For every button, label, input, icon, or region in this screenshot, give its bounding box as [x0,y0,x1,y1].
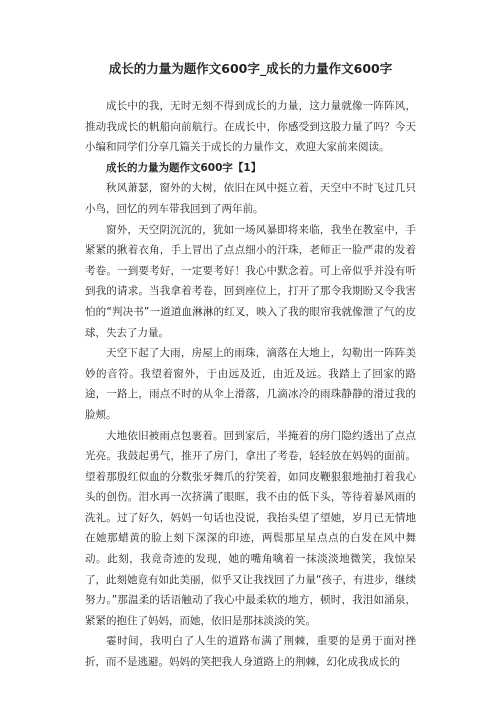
document-title: 成长的力量为题作文600字_成长的力量作文600字 [108,61,393,76]
section-heading: 成长的力量为题作文600字【1】 [106,161,262,174]
intro-paragraph: 成长中的我，无时无刻不得到成长的力量，这力量就像一阵阵风，推动我成长的帆船向前航行。在成长中，你感受到这股力量了吗？今天小编和同学们分享几篇关于成长的力量作文，欢迎大家前来阅读。 [85,100,416,154]
body-paragraph: 天空下起了大雨，房屋上的雨珠，滴落在大地上，勾勒出一阵阵美妙的音符。我望着窗外，于由远及近，由近及远。我踏上了回家的路途，一路上，雨点不时的从伞上滑落，几滴冰冷的雨珠静静的滑过我的脸颊。 [85,347,416,421]
body-paragraph: 霎时间，我明白了人生的道路布满了荆棘，重要的是勇于面对挫折，而不是逃避。妈妈的笑把我人身道路上的荆棘，幻化成我成长的 [85,635,416,669]
body-paragraph: 秋风萧瑟，窗外的大树，依旧在风中挺立着，天空中不时飞过几只小鸟，回忆的列车带我回到了两年前。 [85,182,416,215]
body-paragraph: 大地依旧被雨点包裹着。回到家后，半掩着的房门隐约透出了点点光亮。我鼓起勇气，推开了房门，拿出了考卷，轻轻放在妈妈的面前。望着那殷红似血的分数张牙舞爪的狞笑着，如同皮鞭狠狠地抽打着我心头的创伤。泪水再一次挤满了眼眶，我不由的低下头，等待着暴风雨的洗礼。过了好久，妈妈一句话也没说，我抬头望了望她，岁月已无情地在她那蜡黄的脸上刻下深深的印迹，两鬓那星星点点的白发在风中舞动。此刻，我竟奇迹的发现，她的嘴角噙着一抹淡淡地微笑，我惊呆了，此刻她竟有如此美丽，似乎又让我找回了力量“孩子，有进步，继续努力。”那温柔的话语触动了我心中最柔软的地方，顿时，我泪如涌泉，紧紧的抱住了妈妈，而她，依旧是那抹淡淡的笑。 [85,429,416,627]
body-paragraph: 窗外，天空阴沉沉的，犹如一场风暴即将来临，我坐在教室中，手紧紧的揪着衣角，手上冒出了点点细小的汗珠，老师正一脸严肃的发着考卷。一到要考好，一定要考好！我心中默念着。可上帝似乎并没有听到我的请求。当我拿着考卷，回到座位上，打开了那令我期盼又令我害怕的“判决书”一道道血淋淋的红叉，映入了我的眼帘我就像泄了气的皮球，失去了力量。 [85,223,416,339]
